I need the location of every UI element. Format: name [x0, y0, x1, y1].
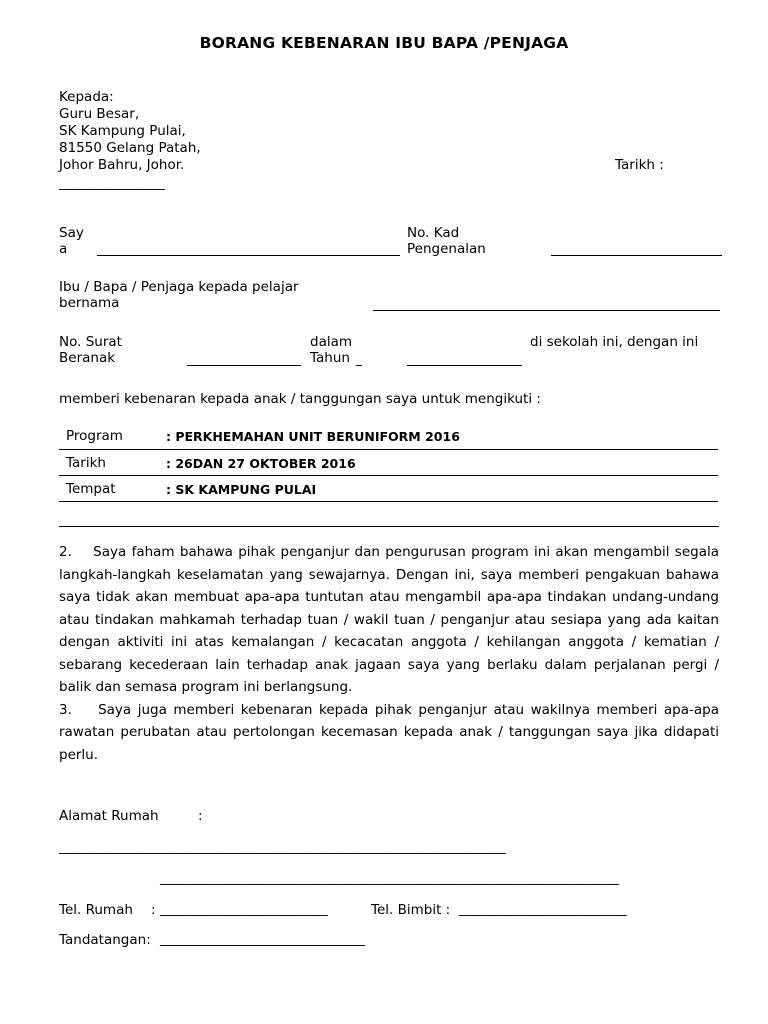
ic-label-b: Pengenalan	[407, 241, 486, 257]
school-text: di sekolah ini, dengan ini	[530, 334, 699, 350]
paragraph-2: 2. Saya faham bahawa pihak penganjur dan pengurusan program ini akan mengambil segala langkah-langkah keselamatan yang sewajarnya. Dengan ini, saya memberi pengakuan bahawa saya tidak akan membuat apa-apa tuntutan atau mengambil apa-apa tindakan undang-undang atau tindakan mahkamah terhadap tuan / wakil tuan / penganjur atau sesiapa yang ada kaitan dengan aktiviti ini atas kemalangan / kecacatan anggota / kehilangan anggota / kematian / sebarang kecederaan lain terhadap anak jagaan saya yang berlaku dalam perjalanan pergi / balik dan semasa program ini berlangsung.	[59, 544, 719, 695]
section-divider	[59, 526, 719, 527]
home-phone-label: Tel. Rumah	[59, 902, 133, 918]
cert-label-b: Beranak	[59, 350, 116, 366]
name-field[interactable]	[97, 255, 400, 256]
row-divider	[59, 449, 718, 450]
year-label-a: dalam	[310, 334, 353, 350]
mobile-phone-field[interactable]: ___________________________	[459, 902, 627, 917]
year-tick	[356, 365, 362, 366]
home-phone-colon: :	[151, 902, 156, 918]
to-label: Kepada:	[59, 89, 114, 105]
program-venue-label: Tempat	[66, 481, 116, 497]
recipient-line: Guru Besar,	[59, 106, 140, 122]
year-field[interactable]	[407, 365, 522, 366]
date-line[interactable]: _________________	[59, 176, 165, 191]
program-label: Program	[66, 428, 123, 444]
cert-label-a: No. Surat	[59, 334, 122, 350]
recipient-line: SK Kampung Pulai,	[59, 123, 186, 139]
student-name-field[interactable]	[373, 310, 720, 311]
program-date-label: Tarikh	[66, 455, 106, 471]
paragraph-3: 3. Saya juga memberi kebenaran kepada pihak penganjur atau wakilnya memberi apa-apa rawatan perubatan atau pertolongan kecemasan kepada anak / tanggungan saya jika didapati perlu.	[59, 701, 719, 763]
recipient-line: 81550 Gelang Patah,	[59, 140, 201, 156]
saya-label-a: Say	[59, 225, 84, 241]
row-divider	[59, 501, 718, 502]
year-label-b: Tahun	[310, 350, 350, 366]
parent-label-a: Ibu / Bapa / Penjaga kepada pelajar	[59, 279, 299, 295]
signature-label: Tandatangan:	[59, 932, 151, 948]
date-label: Tarikh :	[615, 157, 664, 173]
declaration-paragraphs	[59, 541, 719, 766]
saya-label-b: a	[59, 241, 68, 257]
program-value: : PERKHEMAHAN UNIT BERUNIFORM 2016	[166, 429, 460, 444]
recipient-line: Johor Bahru, Johor.	[59, 157, 185, 173]
home-phone-field[interactable]: ___________________________	[160, 902, 328, 917]
ic-label-a: No. Kad	[407, 225, 460, 241]
form-title: BORANG KEBENARAN IBU BAPA /PENJAGA	[199, 34, 569, 52]
parent-label-b: bernama	[59, 295, 120, 311]
permission-text: memberi kebenaran kepada anak / tanggungan saya untuk mengikuti :	[59, 391, 541, 407]
signature-field[interactable]: _________________________________	[160, 932, 365, 947]
address-colon: :	[198, 808, 203, 824]
address-line-1[interactable]: ________________________________________________________________________	[59, 840, 506, 855]
program-date-value: : 26DAN 27 OKTOBER 2016	[166, 456, 356, 471]
cert-field[interactable]	[187, 365, 301, 366]
row-divider	[59, 475, 718, 476]
ic-field[interactable]	[551, 255, 722, 256]
program-venue-value: : SK KAMPUNG PULAI	[166, 482, 317, 497]
address-line-2[interactable]: __________________________________________________________________________	[160, 871, 619, 886]
mobile-phone-label: Tel. Bimbit :	[371, 902, 451, 918]
address-label: Alamat Rumah	[59, 808, 159, 824]
